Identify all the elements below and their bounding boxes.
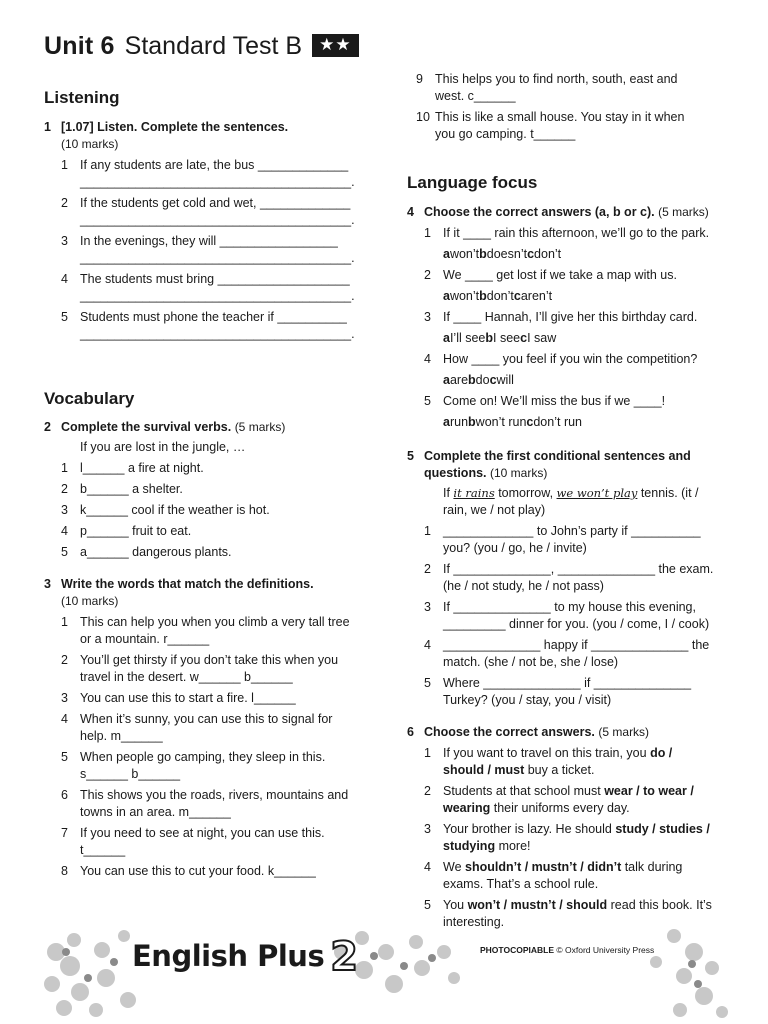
item-number: 5 [61, 750, 68, 764]
item-text [443, 599, 729, 633]
exercise-example [407, 485, 729, 519]
item-text [443, 675, 729, 709]
answer-options [443, 246, 729, 263]
list-item [61, 787, 374, 821]
item-line: If ______________ to my house this evening, [443, 600, 696, 614]
list-item [61, 481, 374, 498]
list-item [424, 745, 729, 779]
option-a: run [449, 415, 469, 429]
list-item [424, 599, 729, 633]
option-a: I’ll see [449, 331, 486, 345]
exercise-2 [44, 419, 374, 561]
list-item [61, 157, 374, 191]
photocopiable-label: PHOTOCOPIABLE [480, 945, 554, 955]
item-line: ______________ happy if ______________ the [443, 638, 710, 652]
option-letter: b [468, 415, 476, 429]
right-column [407, 67, 729, 931]
item-line: This is like a small house. You stay in it when [435, 110, 685, 124]
answer-options [443, 372, 729, 389]
exercise-2-items [44, 460, 374, 561]
item-line: When people go camping, they sleep in this. [80, 750, 326, 764]
item-text [80, 271, 374, 305]
item-line: _______________________________________. [80, 251, 355, 265]
item-number: 4 [61, 524, 68, 538]
answer-options [443, 330, 729, 347]
option-letter: a [443, 331, 450, 345]
item-number: 5 [424, 898, 431, 912]
sentence-text: Students at that school must [443, 784, 605, 798]
list-item [424, 351, 729, 389]
list-item [61, 749, 374, 783]
sentence-text: exams. That’s a school rule. [443, 877, 599, 891]
item-line: _________ dinner for you. (you / come, I / cook) [443, 617, 710, 631]
sentence-text: If you want to travel on this train, you [443, 746, 651, 760]
unit-label: Unit 6 [44, 32, 115, 60]
item-line: help. m______ [80, 729, 163, 743]
brand-logo-text: English Plus [132, 939, 325, 973]
list-item [424, 309, 729, 347]
item-text [435, 109, 729, 143]
exercise-instruction: Write the words that match the definitions. [61, 577, 314, 591]
item-number: 1 [61, 158, 68, 172]
item-number: 4 [424, 352, 431, 366]
item-number: 4 [61, 272, 68, 286]
item-text [80, 787, 374, 821]
option-b: don’t [486, 289, 514, 303]
item-text [443, 225, 729, 263]
option-letter: a [443, 247, 450, 261]
item-number: 3 [61, 234, 68, 248]
item-text [443, 859, 729, 893]
item-number: 3 [424, 822, 431, 836]
section-heading-vocabulary: Vocabulary [44, 389, 135, 408]
option-a: won’t [449, 247, 480, 261]
item-text [443, 745, 729, 779]
item-text [80, 195, 374, 229]
item-line: you? (you / go, he / invite) [443, 541, 587, 555]
item-text [443, 561, 729, 595]
item-number: 1 [424, 524, 431, 538]
list-item [61, 271, 374, 305]
item-line: _____________ to John’s party if __________ [443, 524, 701, 538]
item-text [443, 783, 729, 817]
item-number: 3 [424, 600, 431, 614]
item-line: Students must phone the teacher if __________ [80, 310, 347, 324]
list-item [424, 783, 729, 817]
option-c: don’t [534, 247, 562, 261]
item-text: p______ fruit to eat. [80, 524, 192, 538]
item-text [80, 825, 374, 859]
question-text: If it ____ rain this afternoon, we’ll go to the park. [443, 226, 710, 240]
item-number: 1 [424, 226, 431, 240]
test-title: Standard Test B [124, 32, 303, 60]
brand-logo-number: 2 [330, 934, 358, 980]
item-line: If any students are late, the bus _____________ [80, 158, 349, 172]
item-line: _______________________________________. [80, 289, 355, 303]
option-letter: b [479, 289, 487, 303]
exercise-number: 5 [407, 449, 414, 463]
exercise-marks: (5 marks) [658, 205, 709, 219]
item-text [80, 309, 374, 343]
item-text [443, 637, 729, 671]
item-line: The students must bring ___________________ [80, 272, 350, 286]
item-number: 2 [424, 784, 431, 798]
option-letter: a [443, 289, 450, 303]
exercise-6-items [407, 745, 729, 931]
sentence-text: more! [495, 839, 531, 853]
item-text [80, 157, 374, 191]
choice-options: do / [650, 746, 673, 760]
answer-options [443, 414, 729, 431]
item-number: 4 [61, 712, 68, 726]
item-number: 4 [424, 638, 431, 652]
exercise-marks: (10 marks) [490, 466, 548, 480]
exercise-3-continued-items [407, 71, 729, 143]
exercise-number: 4 [407, 205, 414, 219]
option-c: don’t run [533, 415, 583, 429]
item-number: 1 [61, 615, 68, 629]
example-text: If [443, 486, 454, 500]
item-line: _______________________________________. [80, 213, 355, 227]
question-text: Come on! We’ll miss the bus if we ____! [443, 394, 666, 408]
exercise-number: 2 [44, 420, 51, 434]
exercise-4 [407, 204, 729, 431]
list-item [424, 225, 729, 263]
item-number: 9 [416, 72, 423, 86]
list-item [61, 711, 374, 745]
list-item [424, 561, 729, 595]
option-letter: c [513, 289, 521, 303]
list-item [61, 544, 374, 561]
item-line: t______ [80, 843, 126, 857]
list-item [61, 523, 374, 540]
exercise-instruction: Choose the correct answers. [424, 725, 595, 739]
list-item [424, 523, 729, 557]
item-text [80, 749, 374, 783]
left-column [44, 86, 374, 880]
item-line: You can use this to cut your food. k______ [80, 864, 316, 878]
question-text: If ____ Hannah, I’ll give her this birthday card. [443, 310, 698, 324]
item-text: k______ cool if the weather is hot. [80, 503, 270, 517]
item-line: If you need to see at night, you can use this. [80, 826, 325, 840]
list-item [61, 652, 374, 686]
example-answer-1: it rains [453, 486, 495, 500]
item-number: 3 [424, 310, 431, 324]
item-text [435, 71, 729, 105]
list-item [424, 675, 729, 709]
exercise-number: 3 [44, 577, 51, 591]
item-text [443, 523, 729, 557]
option-c: will [496, 373, 514, 387]
item-number: 8 [61, 864, 68, 878]
item-number: 2 [61, 196, 68, 210]
item-text [443, 309, 729, 347]
item-line: If the students get cold and wet, _____________ [80, 196, 351, 210]
item-number: 5 [61, 545, 68, 559]
list-item [416, 109, 729, 143]
list-item [424, 821, 729, 855]
option-letter: a [443, 373, 450, 387]
choice-options: wear / to wear / [604, 784, 694, 798]
section-heading-listening: Listening [44, 88, 120, 107]
item-text [80, 690, 374, 707]
question-text: We ____ get lost if we take a map with us. [443, 268, 677, 282]
option-c: I saw [527, 331, 557, 345]
item-line: _______________________________________. [80, 327, 355, 341]
choice-options: studying [443, 839, 496, 853]
list-item [61, 195, 374, 229]
exercise-1-items [44, 157, 374, 343]
exercise-marks: (5 marks) [234, 420, 286, 434]
exercise-instruction: Complete the first conditional sentences and questions. [424, 449, 691, 480]
item-line: match. (she / not be, she / lose) [443, 655, 619, 669]
option-letter: c [489, 373, 497, 387]
list-item [61, 863, 374, 880]
option-letter: c [527, 247, 535, 261]
item-number: 3 [61, 503, 68, 517]
list-item [61, 460, 374, 477]
list-item [424, 393, 729, 431]
item-number: 5 [424, 676, 431, 690]
exercise-instruction: Complete the survival verbs. [61, 420, 232, 434]
choice-options: should / must [443, 763, 525, 777]
exercise-number: 1 [44, 120, 51, 134]
item-line: This shows you the roads, rivers, mountains and [80, 788, 349, 802]
item-line: _______________________________________. [80, 175, 355, 189]
option-letter: a [443, 415, 450, 429]
option-letter: b [468, 373, 476, 387]
item-text [443, 821, 729, 855]
item-text [80, 863, 374, 880]
sentence-text: interesting. [443, 915, 505, 929]
item-text [443, 267, 729, 305]
item-line: travel in the desert. w______ b______ [80, 670, 293, 684]
choice-options: won’t / mustn’t / should [467, 898, 608, 912]
exercise-instruction: [1.07] Listen. Complete the sentences. [61, 120, 289, 134]
answer-options [443, 288, 729, 305]
sentence-text: Your brother is lazy. He should [443, 822, 616, 836]
item-number: 4 [424, 860, 431, 874]
list-item [61, 690, 374, 707]
example-text: tennis. (it / [637, 486, 699, 500]
item-line: Turkey? (you / stay, you / visit) [443, 693, 612, 707]
copyright-line [480, 945, 654, 955]
item-number: 2 [424, 562, 431, 576]
exercise-3-items [44, 614, 374, 880]
item-number: 1 [61, 461, 68, 475]
exercise-marks: (10 marks) [61, 594, 119, 608]
copyright-text: © Oxford University Press [556, 945, 655, 955]
item-number: 2 [61, 482, 68, 496]
item-number: 7 [61, 826, 68, 840]
item-line: Where ______________ if ______________ [443, 676, 692, 690]
exercise-number: 6 [407, 725, 414, 739]
item-text [443, 393, 729, 431]
item-text: a______ dangerous plants. [80, 545, 232, 559]
section-heading-language-focus: Language focus [407, 173, 538, 192]
sentence-text: talk during [621, 860, 683, 874]
sentence-text: You [443, 898, 468, 912]
sentence-text: their uniforms every day. [490, 801, 630, 815]
option-a: are [449, 373, 469, 387]
exercise-intro: If you are lost in the jungle, … [80, 440, 246, 454]
exercise-3 [44, 576, 374, 880]
option-letter: c [526, 415, 534, 429]
option-b: do [475, 373, 490, 387]
exercise-marks: (5 marks) [598, 725, 650, 739]
item-number: 6 [61, 788, 68, 802]
exercise-4-items [407, 225, 729, 431]
option-letter: b [485, 331, 494, 345]
list-item [424, 267, 729, 305]
item-text [80, 652, 374, 686]
list-item [424, 859, 729, 893]
choice-options: study / studies / [615, 822, 710, 836]
list-item [61, 233, 374, 267]
option-c: aren’t [520, 289, 553, 303]
option-b: doesn’t [486, 247, 528, 261]
item-line: towns in an area. m______ [80, 805, 231, 819]
option-b: won’t run [475, 415, 527, 429]
list-item [424, 637, 729, 671]
option-a: won’t [449, 289, 480, 303]
item-number: 5 [61, 310, 68, 324]
choice-options: wearing [443, 801, 491, 815]
exercise-instruction: Choose the correct answers (a, b or c). [424, 205, 655, 219]
item-line: or a mountain. r______ [80, 632, 210, 646]
exercise-5-items [407, 523, 729, 709]
item-line: west. c______ [435, 89, 516, 103]
item-number: 1 [424, 746, 431, 760]
item-line: When it’s sunny, you can use this to signal for [80, 712, 333, 726]
sentence-text: buy a ticket. [524, 763, 595, 777]
item-text [443, 351, 729, 389]
item-text [80, 614, 374, 648]
sentence-text: read this book. It’s [607, 898, 712, 912]
difficulty-stars-icon: ★★ [312, 34, 358, 57]
option-letter: b [479, 247, 487, 261]
item-number: 2 [61, 653, 68, 667]
exercise-5 [407, 448, 729, 709]
exercise-6 [407, 724, 729, 931]
question-text: How ____ you feel if you win the competition? [443, 352, 698, 366]
item-text: l______ a fire at night. [80, 461, 204, 475]
exercise-1 [44, 119, 374, 343]
item-number: 10 [416, 110, 430, 124]
list-item [416, 71, 729, 105]
item-line: In the evenings, they will _________________ [80, 234, 338, 248]
item-line: You’ll get thirsty if you don’t take this when you [80, 653, 339, 667]
example-answer-2: we won’t play [556, 486, 638, 500]
list-item [61, 502, 374, 519]
item-line: (he / not study, he / not pass) [443, 579, 604, 593]
list-item [61, 614, 374, 648]
item-line: If ______________, ______________ the exam. [443, 562, 714, 576]
sentence-text: We [443, 860, 465, 874]
item-text: b______ a shelter. [80, 482, 183, 496]
exercise-marks: (10 marks) [61, 137, 119, 151]
example-text: rain, we / not play) [443, 503, 546, 517]
item-line: This can help you when you climb a very tall tree [80, 615, 350, 629]
item-line: you go camping. t______ [435, 127, 576, 141]
option-letter: c [520, 331, 528, 345]
brand-logo [132, 934, 358, 980]
list-item [61, 825, 374, 859]
item-line: You can use this to start a fire. l______ [80, 691, 296, 705]
page-footer [44, 922, 728, 1022]
item-number: 5 [424, 394, 431, 408]
option-b: I see [493, 331, 521, 345]
item-number: 3 [61, 691, 68, 705]
example-text: tomorrow, [494, 486, 557, 500]
list-item [61, 309, 374, 343]
item-line: s______ b______ [80, 767, 181, 781]
item-line: This helps you to find north, south, east and [435, 72, 678, 86]
item-text [80, 233, 374, 267]
choice-options: shouldn’t / mustn’t / didn’t [465, 860, 622, 874]
item-text [80, 711, 374, 745]
page-header [44, 32, 359, 64]
item-number: 2 [424, 268, 431, 282]
